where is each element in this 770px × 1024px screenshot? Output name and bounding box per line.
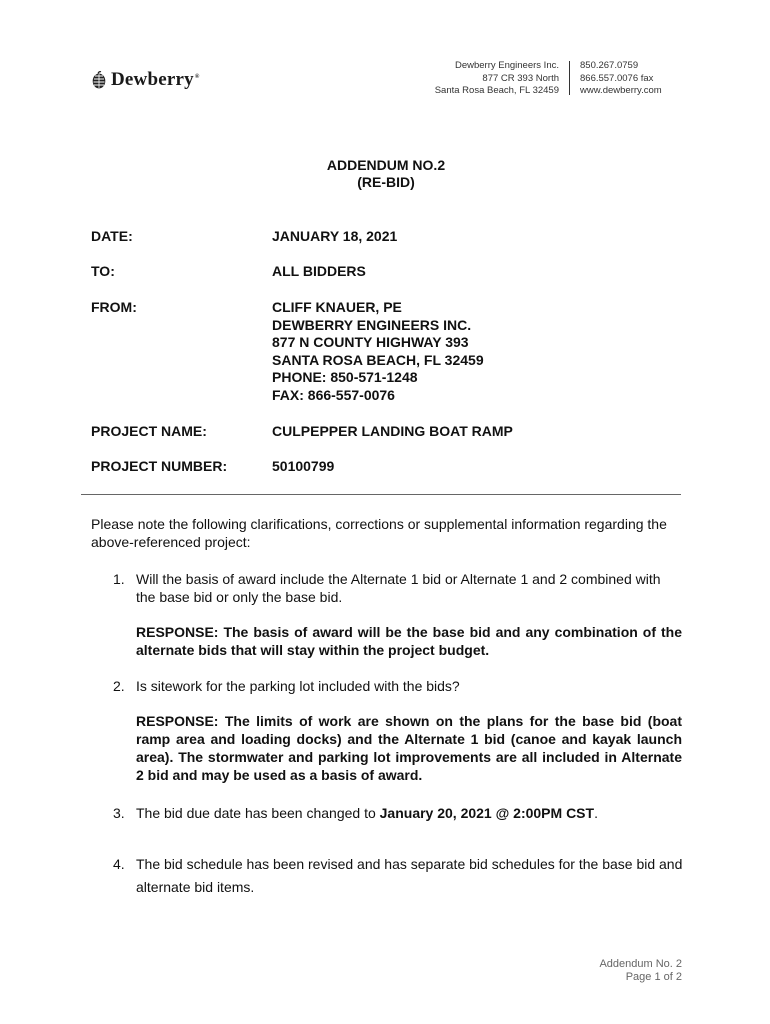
due-date-emphasis: January 20, 2021 @ 2:00PM CST xyxy=(379,805,595,821)
phone-number: 850.267.0759 xyxy=(580,60,639,71)
document-title xyxy=(0,157,770,191)
item-text: The bid due date has been changed to January 20, 2021 @ 2:00PM CST. xyxy=(136,805,598,821)
dewberry-logo xyxy=(92,69,200,91)
project-number-label: PROJECT NUMBER: xyxy=(91,458,228,474)
header-divider xyxy=(569,61,570,95)
from-line: 877 N COUNTY HIGHWAY 393 xyxy=(272,334,469,350)
item-response: RESPONSE: The limits of work are shown on the plans for the base bid (boat ramp area and loading docks) and the Alternate 1 bid (canoe and kayak launch area). The stormwater and parking lot improvements are all included in Alternate 2 bid and may be used as a basis of award. xyxy=(136,713,682,783)
address-line: 877 CR 393 North xyxy=(482,72,559,84)
list-item xyxy=(113,570,683,606)
from-line: CLIFF KNAUER, PE xyxy=(272,299,402,315)
from-line: DEWBERRY ENGINEERS INC. xyxy=(272,316,472,333)
list-item xyxy=(113,677,683,695)
page-footer xyxy=(599,958,682,984)
date-label: DATE: xyxy=(91,228,133,244)
to-value: ALL BIDDERS xyxy=(272,263,366,279)
item-text: The bid schedule has been revised and has separate bid schedules for the base bid and alternate bid items. xyxy=(136,856,683,895)
from-line: FAX: 866-557-0076 xyxy=(272,386,395,403)
item-response: RESPONSE: The basis of award will be the base bid and any combination of the alternate bids that will stay within the project budget. xyxy=(136,624,682,658)
title-line-2: (RE-BID) xyxy=(357,174,415,190)
intro-paragraph: Please note the following clarifications, corrections or supplemental information regarding the above-referenced project: xyxy=(91,516,667,550)
project-name-label: PROJECT NAME: xyxy=(91,423,207,439)
project-name-value: CULPEPPER LANDING BOAT RAMP xyxy=(272,423,513,439)
item-number: 3. xyxy=(113,805,125,821)
item-number: 2. xyxy=(113,678,125,694)
address-line: Dewberry Engineers Inc. xyxy=(454,60,559,71)
address-line: Santa Rosa Beach, FL 32459 xyxy=(434,85,559,96)
footer-title: Addendum No. 2 xyxy=(599,958,682,970)
from-value xyxy=(272,299,484,404)
project-number-value: 50100799 xyxy=(272,458,335,474)
to-label: TO: xyxy=(91,263,115,279)
from-line: PHONE: 850-571-1248 xyxy=(272,369,418,385)
company-contact xyxy=(580,60,662,98)
from-label: FROM: xyxy=(91,299,137,315)
list-item xyxy=(113,853,683,899)
logo-text: Dewberry® xyxy=(111,69,200,90)
website: www.dewberry.com xyxy=(580,85,662,96)
item-question: Is sitework for the parking lot included with the bids? xyxy=(136,678,460,694)
horizontal-rule xyxy=(81,494,681,495)
company-address xyxy=(400,60,559,98)
fax-number: 866.557.0076 fax xyxy=(580,72,654,84)
from-line: SANTA ROSA BEACH, FL 32459 xyxy=(272,351,484,368)
title-line-1: ADDENDUM NO.2 xyxy=(326,157,446,173)
item-number: 4. xyxy=(113,856,125,872)
page-number: Page 1 of 2 xyxy=(625,971,682,983)
list-item xyxy=(113,804,683,822)
item-number: 1. xyxy=(113,571,125,587)
item-question: Will the basis of award include the Alternate 1 bid or Alternate 1 and 2 combined with the base bid or only the base bid. xyxy=(136,571,661,605)
dewberry-logo-icon xyxy=(92,71,106,89)
date-value: JANUARY 18, 2021 xyxy=(272,228,398,244)
